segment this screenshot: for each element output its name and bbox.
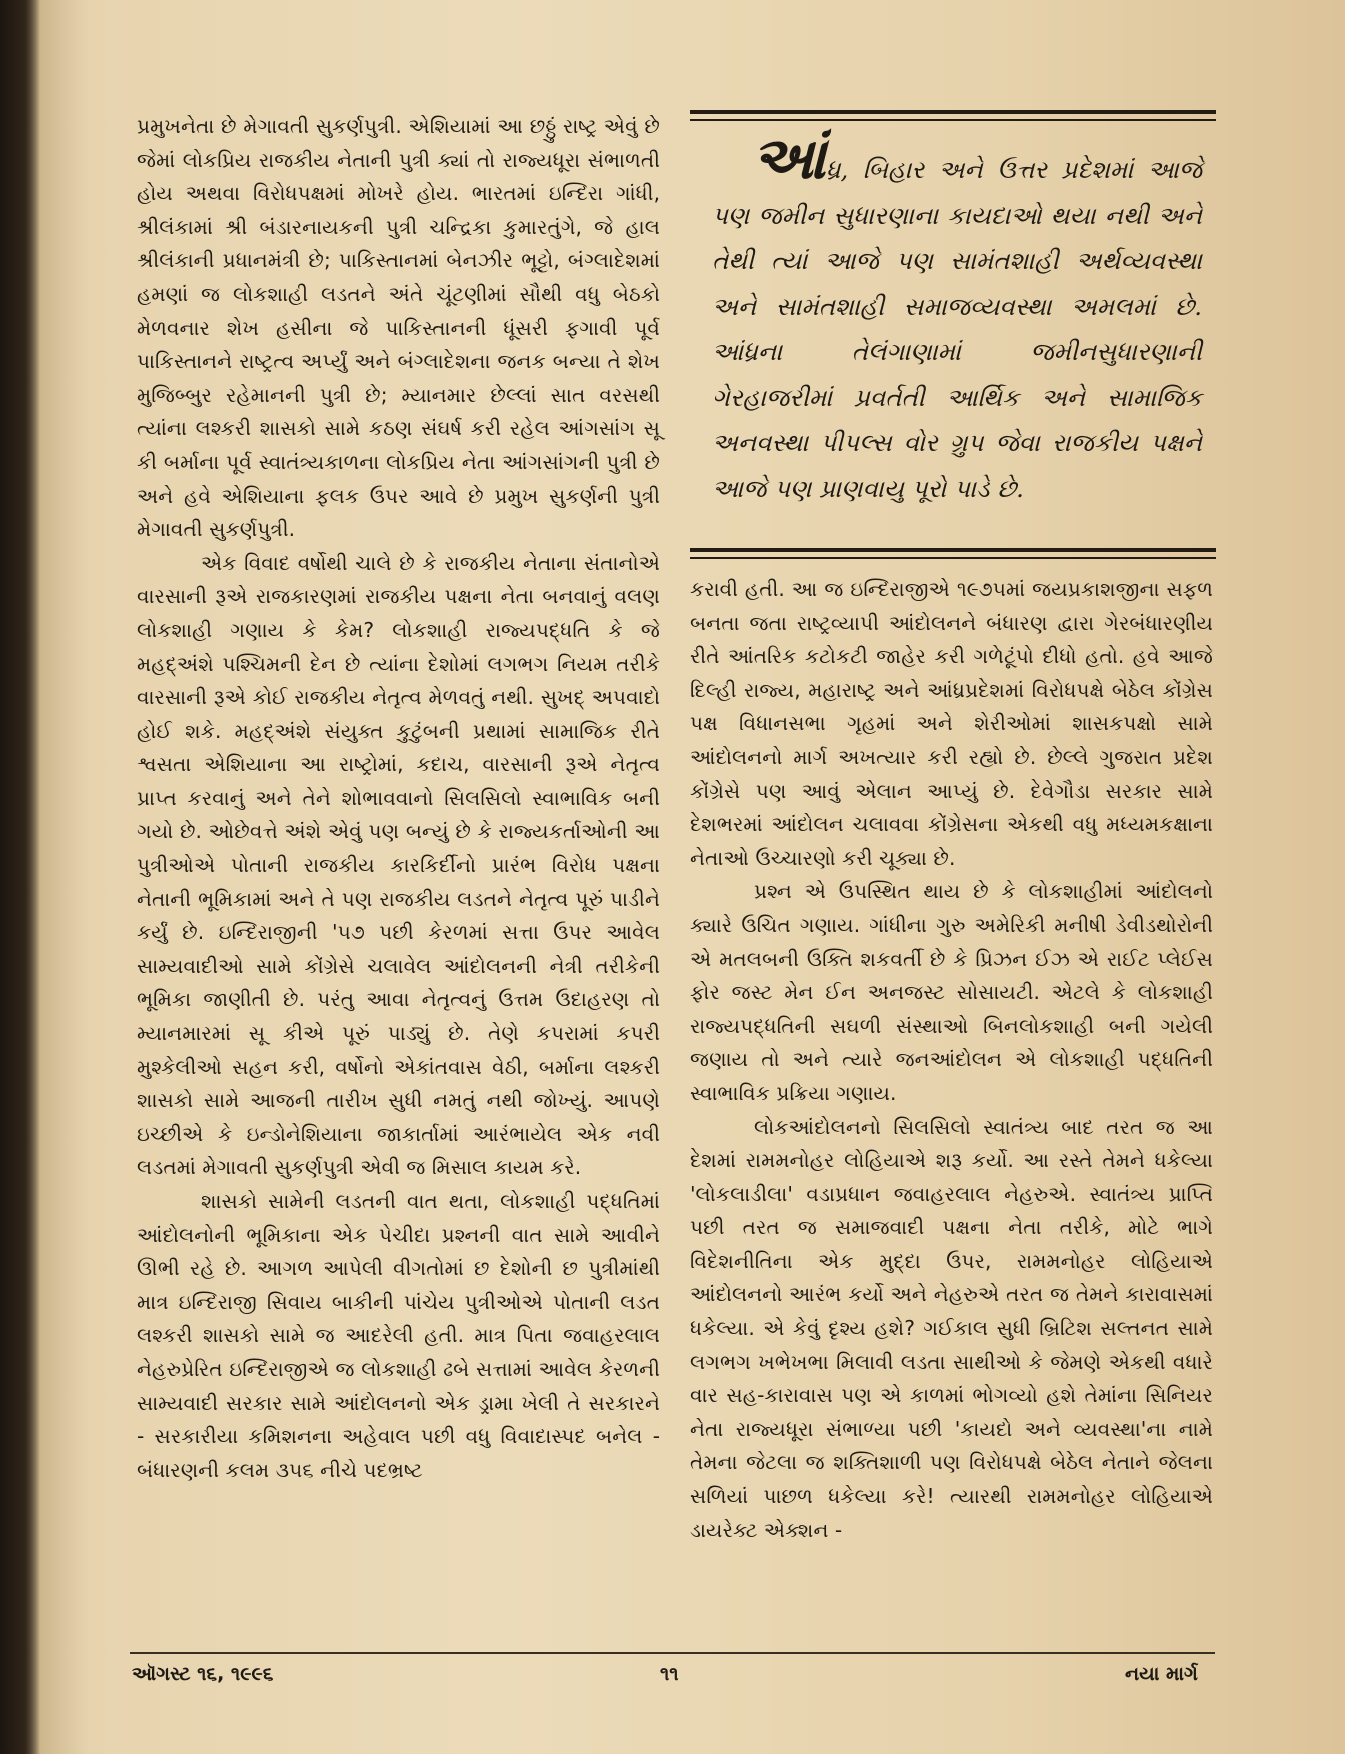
pull-quote-box <box>690 110 1216 560</box>
footer-rule <box>130 1652 1215 1654</box>
drop-cap: આં <box>752 124 826 192</box>
footer-date: ઑગસ્ટ ૧૬, ૧૯૯૬ <box>132 1663 274 1685</box>
top-rule <box>690 110 1216 114</box>
magazine-name: નયા માર્ગ <box>1125 1663 1198 1685</box>
paragraph: પ્રમુખનેતા છે મેગાવતી સુકર્ણપુત્રી. એશિયામાં આ છઠ્ઠું રાષ્ટ્ર એવું છે જેમાં લોકપ્રિય રાજકીય નેતાની પુત્રી ક્યાં તો રાજ્યધૂરા સંભાળતી હોય અથવા વિરોધપક્ષમાં મોખરે હોય. ભારતમાં ઇન્દિરા ગાંધી, શ્રીલંકામાં શ્રી બંડારનાયકની પુત્રી ચન્દ્રિકા કુમારતુંગે, જે હાલ શ્રીલંકાની પ્રધાનમંત્રી છે; પાકિસ્તાનમાં બેનઝીર ભૂટ્ટો, બંગ્લાદેશમાં હમણાં જ લોકશાહી લડતને અંતે ચૂંટણીમાં સૌથી વધુ બેઠકો મેળવનાર શેખ હસીના જે પાકિસ્તાનની ધૂંસરી ફગાવી પૂર્વ પાકિસ્તાનને રાષ્ટ્રત્વ અર્પ્યું અને બંગ્લાદેશના જનક બન્યા તે શેખ મુજિબ્બુર રહેમાનની પુત્રી છે; મ્યાનમાર છેલ્લાં સાત વરસથી ત્યાંના લશ્કરી શાસકો સામે કઠણ સંઘર્ષ કરી રહેલ આંગસાંગ સૂ કી બર્માના પૂર્વ સ્વાતંત્ર્યકાળના લોકપ્રિય નેતા આંગસાંગની પુત્રી છે અને હવે એશિયાના ફલક ઉપર આવે છે પ્રમુખ સુકર્ણની પુત્રી મેગાવતી સુકર્ણપુત્રી. <box>137 114 660 542</box>
torn-page-edge <box>0 0 40 1754</box>
bottom-rule-thin <box>690 557 1216 559</box>
bottom-rule <box>690 548 1216 552</box>
page-number: ૧૧ <box>660 1663 679 1685</box>
right-text-column <box>690 573 1213 1547</box>
paragraph: કરાવી હતી. આ જ ઇન્દિરાજીએ ૧૯૭૫માં જયપ્રકાશજીના સફળ બનતા જતા રાષ્ટ્રવ્યાપી આંદોલનને બંધારણ દ્વારા ગેરબંધારણીય રીતે આંતરિક કટોકટી જાહેર કરી ગળેટૂંપો દીધો હતો. હવે આજે દિલ્હી રાજ્ય, મહારાષ્ટ્ર અને આંધ્રપ્રદેશમાં વિરોધપક્ષે બેઠેલ કોંગ્રેસ પક્ષ વિધાનસભા ગૃહમાં અને શેરીઓમાં શાસકપક્ષો સામે આંદોલનનો માર્ગ અખત્યાર કરી રહ્યો છે. છેલ્લે ગુજરાત પ્રદેશ કોંગ્રેસે પણ આવું એલાન આપ્યું છે. દેવેગૌડા સરકાર સામે દેશભરમાં આંદોલન ચલાવવા કોંગ્રેસના એકથી વધુ મધ્યમકક્ષાના નેતાઓ ઉચ્ચારણો કરી ચૂક્યા છે. <box>690 577 1213 870</box>
paragraph: લોકઆંદોલનનો સિલસિલો સ્વાતંત્ર્ય બાદ તરત જ આ દેશમાં રામમનોહર લોહિયાએ શરૂ કર્યો. આ રસ્તે તેમને ધકેલ્યા 'લોકલાડીલા' વડાપ્રધાન જવાહરલાલ નેહરુએ. સ્વાતંત્ર્ય પ્રાપ્તિ પછી તરત જ સમાજવાદી પક્ષના નેતા તરીકે, મોટે ભાગે વિદેશનીતિના એક મુદ્દા ઉપર, રામમનોહર લોહિયાએ આંદોલનનો આરંભ કર્યો અને નેહરુએ તરત જ તેમને કારાવાસમાં ધકેલ્યા. એ કેવું દૃશ્ય હશે? ગઈકાલ સુધી બ્રિટિશ સલ્તનત સામે લગભગ ખભેખભા મિલાવી લડતા સાથીઓ કે જેમણે એકથી વધારે વાર સહ-કારાવાસ પણ એ કાળમાં ભોગવ્યો હશે તેમાંના સિનિયર નેતા રાજ્યધૂરા સંભાળ્યા પછી 'કાયદો અને વ્યવસ્થા'ના નામે તેમના જેટલા જ શક્તિશાળી પણ વિરોધપક્ષે બેઠેલ નેતાને જેલના સળિયાં પાછળ ધકેલ્યા કરે! ત્યારથી રામમનોહર લોહિયાએ ડાયરેક્ટ એક્શન - <box>690 1114 1213 1542</box>
paragraph: શાસકો સામેની લડતની વાત થતા, લોકશાહી પદ્ધતિમાં આંદોલનોની ભૂમિકાના એક પેચીદા પ્રશ્નની વાત સામે આવીને ઊભી રહે છે. આગળ આપેલી વીગતોમાં છ દેશોની છ પુત્રીમાંથી માત્ર ઇન્દિરાજી સિવાય બાકીની પાંચેય પુત્રીઓએ પોતાની લડત લશ્કરી શાસકો સામે જ આદરેલી હતી. માત્ર પિતા જવાહરલાલ નેહરુપ્રેરિત ઇન્દિરાજીએ જ લોકશાહી ઢબે સત્તામાં આવેલ કેરળની સામ્યવાદી સરકાર સામે આંદોલનનો એક ડ્રામા ખેલી તે સરકારને - સરકારીયા કમિશનના અહેવાલ પછી વધુ વિવાદાસ્પદ બનેલ - બંધારણની કલમ ૩૫૬ નીચે પદભ્રષ્ટ <box>137 1189 660 1482</box>
pull-quote-body: ધ્ર, બિહાર અને ઉત્તર પ્રદેશમાં આજે પણ જમીન સુધારણાના કાયદાઓ થયા નથી અને તેથી ત્યાં આજે પણ સામંતશાહી અર્થવ્યવસ્થા અને સામંતશાહી સમાજવ્યવસ્થા અમલમાં છે. આંધ્રના તેલંગાણામાં જમીનસુધારણાની ગેરહાજરીમાં પ્રવર્તતી આર્થિક અને સામાજિક અનવસ્થા પીપલ્સ વોર ગ્રુપ જેવા રાજકીય પક્ષને આજે પણ પ્રાણવાયુ પૂરો પાડે છે. <box>712 155 1202 503</box>
paragraph: પ્રશ્ન એ ઉપસ્થિત થાય છે કે લોકશાહીમાં આંદોલનો ક્યારે ઉચિત ગણાય. ગાંધીના ગુરુ અમેરિકી મનીષી ડેવીડથોરોની એ મતલબની ઉક્તિ શકવર્તી છે કે પ્રિઝન ઈઝ એ રાઈટ પ્લેઈસ ફોર જસ્ટ મેન ઈન અનજસ્ટ સોસાયટી. એટલે કે લોકશાહી રાજ્યપદ્ધતિની સઘળી સંસ્થાઓ બિનલોકશાહી બની ગયેલી જણાય તો અને ત્યારે જનઆંદોલન એ લોકશાહી પદ્ધતિની સ્વાભાવિક પ્રક્રિયા ગણાય. <box>690 879 1213 1105</box>
pull-quote-text <box>712 124 1202 511</box>
top-rule-thin <box>690 119 1216 121</box>
left-text-column <box>137 110 660 1487</box>
paragraph: એક વિવાદ વર્ષોથી ચાલે છે કે રાજકીય નેતાના સંતાનોએ વારસાની રૂએ રાજકારણમાં રાજકીય પક્ષના નેતા બનવાનું વલણ લોકશાહી ગણાય કે કેમ? લોકશાહી રાજ્યપદ્ધતિ કે જે મહદ્અંશે પશ્ચિમની દેન છે ત્યાંના દેશોમાં લગભગ નિયમ તરીકે વારસાની રૂએ કોઈ રાજકીય નેતૃત્વ મેળવતું નથી. સુખદ્ અપવાદો હોઈ શકે. મહદ્અંશે સંયુક્ત કુટુંબની પ્રથામાં સામાજિક રીતે શ્વસતા એશિયાના આ રાષ્ટ્રોમાં, કદાચ, વારસાની રૂએ નેતૃત્વ પ્રાપ્ત કરવાનું અને તેને શોભાવવાનો સિલસિલો સ્વાભાવિક બની ગયો છે. ઓછેવત્તે અંશે એવું પણ બન્યું છે કે રાજ્યકર્તાઓની આ પુત્રીઓએ પોતાની રાજકીય કારકિર્દીનો પ્રારંભ વિરોધ પક્ષના નેતાની ભૂમિકામાં અને તે પણ રાજકીય લડતને નેતૃત્વ પૂરું પાડીને કર્યું છે. ઇન્દિરાજીની '૫૭ પછી કેરળમાં સત્તા ઉપર આવેલ સામ્યવાદીઓ સામે કોંગ્રેસે ચલાવેલ આંદોલનની નેત્રી તરીકેની ભૂમિકા જાણીતી છે. પરંતુ આવા નેતૃત્વનું ઉત્તમ ઉદાહરણ તો મ્યાનમારમાં સૂ કીએ પૂરું પાડ્યું છે. તેણે કપરામાં કપરી મુશ્કેલીઓ સહન કરી, વર્ષોનો એકાંતવાસ વેઠી, બર્માના લશ્કરી શાસકો સામે આજની તારીખ સુધી નમતું નથી જોખ્યું. આપણે ઇચ્છીએ કે ઇન્ડોનેશિયાના જાકાર્તામાં આરંભાયેલ એક નવી લડતમાં મેગાવતી સુકર્ણપુત્રી એવી જ મિસાલ કાયમ કરે. <box>137 550 660 1180</box>
